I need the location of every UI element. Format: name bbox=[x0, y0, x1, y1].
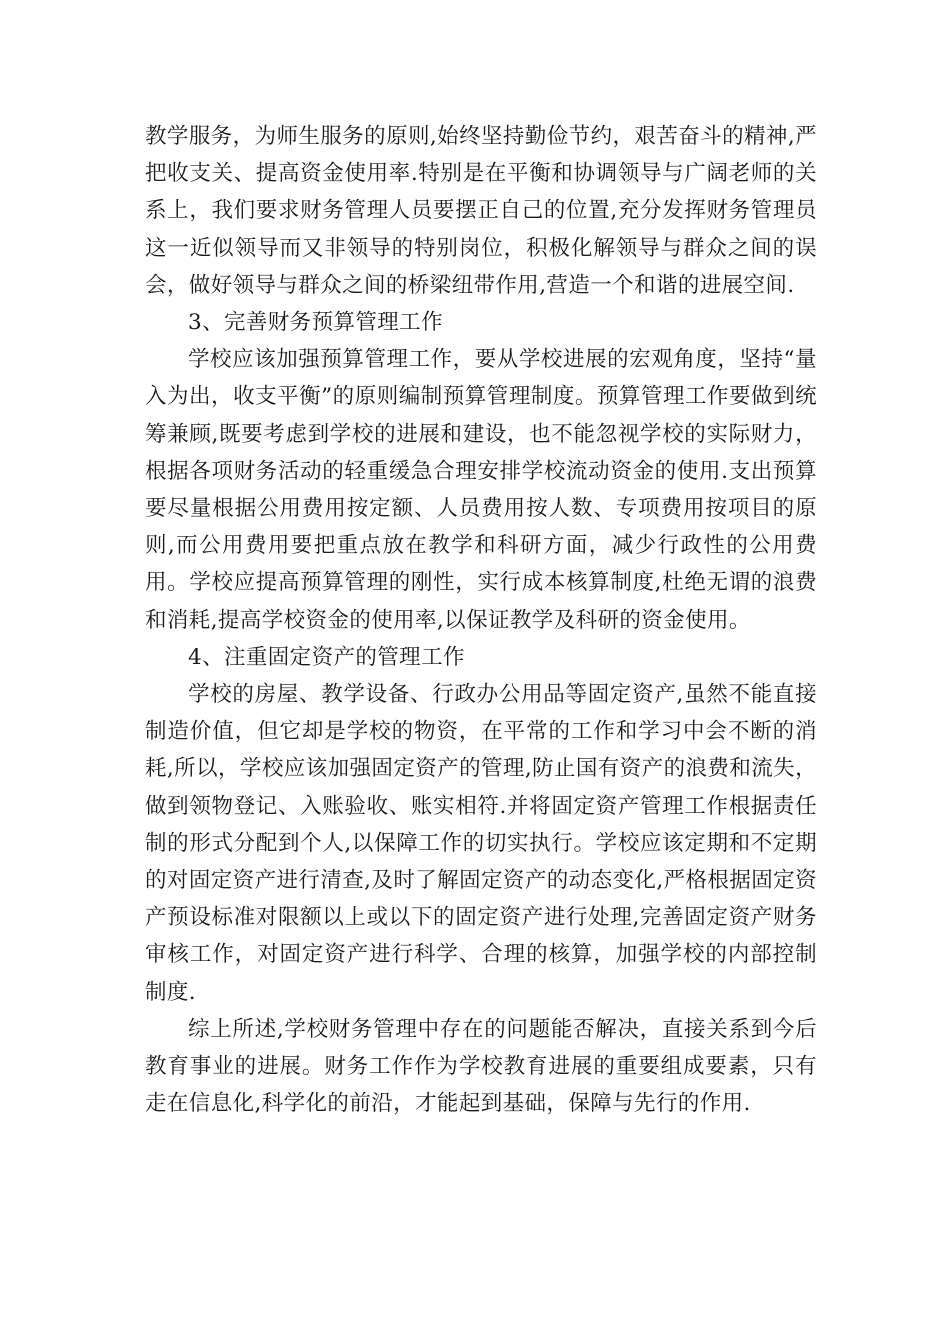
section-heading-3: 3、完善财务预算管理工作 bbox=[188, 310, 443, 336]
document-body bbox=[145, 118, 817, 1122]
paragraph-fixed-assets: 学校的房屋、教学设备、行政办公用品等固定资产,虽然不能直接制造价值，但它却是学校的物资，在平常的工作和学习中会不断的消耗,所以，学校应该加强固定资产的管理,防止国有资产的浪费和流失，做到领物登记、入账验收、账实相符.并将固定资产管理工作根据责任制的形式分配到个人,以保障工作的切实执行。学校应该定期和不定期的对固定资产进行清查,及时了解固定资产的动态变化,严格根据固定资产预设标准对限额以上或以下的固定资产进行处理,完善固定资产财务审核工作，对固定资产进行科学、合理的核算，加强学校的内部控制制度. bbox=[145, 682, 817, 1005]
paragraph-budget: 学校应该加强预算管理工作，要从学校进展的宏观角度，坚持“量入为出，收支平衡”的原则编制预算管理制度。预算管理工作要做到统筹兼顾,既要考虑到学校的进展和建设，也不能忽视学校的实际财力，根据各项财务活动的轻重缓急合理安排学校流动资金的使用.支出预算要尽量根据公用费用按定额、人员费用按人数、专项费用按项目的原则,而公用费用要把重点放在教学和科研方面，减少行政性的公用费用。学校应提高预算管理的刚性，实行成本核算制度,杜绝无谓的浪费和消耗,提高学校资金的使用率,以保证教学及科研的资金使用。 bbox=[145, 347, 817, 633]
paragraph-continuation: 教学服务，为师生服务的原则,始终坚持勤俭节约，艰苦奋斗的精神,严把收支关、提高资金使用率.特别是在平衡和协调领导与广阔老师的关系上，我们要求财务管理人员要摆正自己的位置,充分发挥财务管理员这一近似领导而又非领导的特别岗位，积极化解领导与群众之间的误会，做好领导与群众之间的桥梁纽带作用,营造一个和谐的进展空间. bbox=[145, 124, 817, 298]
section-heading-4: 4、注重固定资产的管理工作 bbox=[188, 644, 465, 670]
paragraph-conclusion: 综上所述,学校财务管理中存在的问题能否解决，直接关系到今后教育事业的进展。财务工作作为学校教育进展的重要组成要素，只有走在信息化,科学化的前沿，才能起到基础，保障与先行的作用. bbox=[145, 1016, 817, 1117]
